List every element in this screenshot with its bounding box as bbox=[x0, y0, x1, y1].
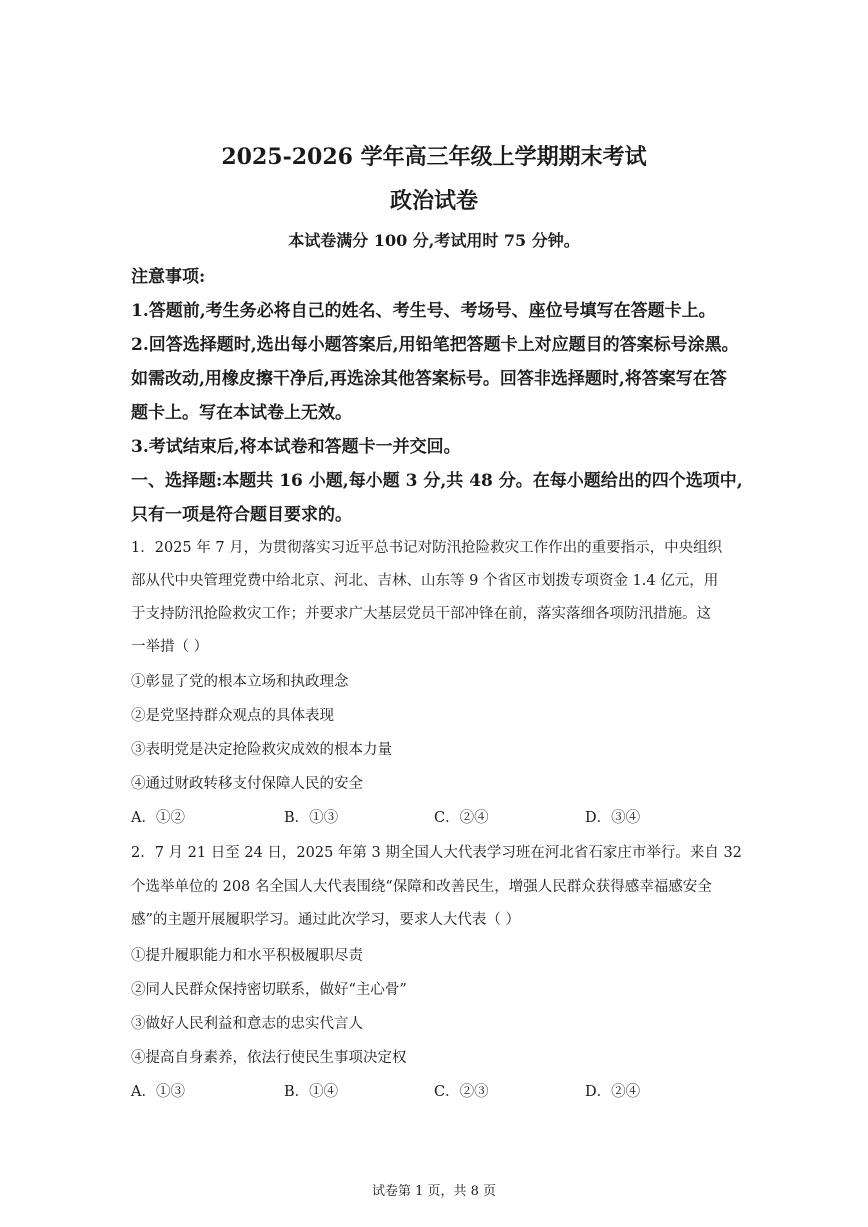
option-d[interactable]: D．②④ bbox=[585, 1084, 641, 1100]
notice-line: 题卡上。写在本试卷上无效。 bbox=[131, 403, 352, 423]
question-stem-line: 1．2025 年 7 月，为贯彻落实习近平总书记对防汛抢险救灾工作作出的重要指示，中央组织 bbox=[131, 540, 723, 556]
exam-info: 本试卷满分 100 分,考试用时 75 分钟。 bbox=[288, 231, 580, 250]
question-stem-line: 于支持防汛抢险救灾工作；并要求广大基层党员干部冲锋在前，落实落细各项防汛措施。这 bbox=[131, 606, 711, 622]
notice-line: 1.答题前,考生务必将自己的姓名、考生号、考场号、座位号填写在答题卡上。 bbox=[131, 301, 716, 321]
question-item: ③表明党是决定抢险救灾成效的根本力量 bbox=[131, 742, 392, 758]
option-a[interactable]: A．①③ bbox=[131, 1084, 185, 1100]
notice-line: 2.回答选择题时,选出每小题答案后,用铅笔把答题卡上对应题目的答案标号涂黑。 bbox=[131, 335, 739, 355]
answer-options bbox=[131, 806, 751, 826]
question-stem-line: 部从代中央管理党费中给北京、河北、吉林、山东等 9 个省区市划拨专项资金 1.4 亿元，用 bbox=[131, 573, 719, 589]
option-c[interactable]: C．②③ bbox=[434, 1084, 489, 1100]
exam-title: 2025-2026 学年高三年级上学期期末考试 bbox=[221, 144, 647, 170]
question-item: ④通过财政转移支付保障人民的安全 bbox=[131, 776, 363, 792]
option-a[interactable]: A．①② bbox=[131, 810, 185, 826]
section-line: 只有一项是符合题目要求的。 bbox=[131, 505, 352, 525]
section-line: 一、选择题:本题共 16 小题,每小题 3 分,共 48 分。在每小题给出的四个选项中, bbox=[131, 471, 743, 491]
question-item: ③做好人民利益和意志的忠实代言人 bbox=[131, 1016, 363, 1032]
question-stem-line: 感”的主题开展履职学习。通过此次学习，要求人大代表（ ） bbox=[131, 912, 521, 928]
question-item: ④提高自身素养，依法行使民生事项决定权 bbox=[131, 1050, 407, 1066]
subject-title: 政治试卷 bbox=[389, 188, 478, 214]
question-stem-line: 个选举单位的 208 名全国人大代表围绕“保障和改善民生，增强人民群众获得感幸福感安全 bbox=[131, 879, 712, 895]
page-footer: 试卷第 1 页，共 8 页 bbox=[371, 1184, 497, 1199]
option-c[interactable]: C．②④ bbox=[434, 810, 489, 826]
answer-options bbox=[131, 1080, 751, 1100]
option-b[interactable]: B．①③ bbox=[284, 810, 339, 826]
notice-heading: 注意事项: bbox=[131, 267, 206, 287]
question-item: ②是党坚持群众观点的具体表现 bbox=[131, 708, 334, 724]
question-item: ②同人民群众保持密切联系，做好“主心骨” bbox=[131, 982, 407, 998]
question-stem-line: 一举措（ ） bbox=[131, 639, 209, 655]
notice-line: 3.考试结束后,将本试卷和答题卡一并交回。 bbox=[131, 437, 461, 457]
question-stem-line: 2．7 月 21 日至 24 日，2025 年第 3 期全国人大代表学习班在河北省石家庄市举行。来自 32 bbox=[131, 845, 742, 861]
question-item: ①提升履职能力和水平积极履职尽责 bbox=[131, 948, 363, 964]
option-d[interactable]: D．③④ bbox=[585, 810, 641, 826]
option-b[interactable]: B．①④ bbox=[284, 1084, 339, 1100]
question-item: ①彰显了党的根本立场和执政理念 bbox=[131, 674, 349, 690]
notice-line: 如需改动,用橡皮擦干净后,再选涂其他答案标号。回答非选择题时,将答案写在答 bbox=[131, 369, 727, 389]
